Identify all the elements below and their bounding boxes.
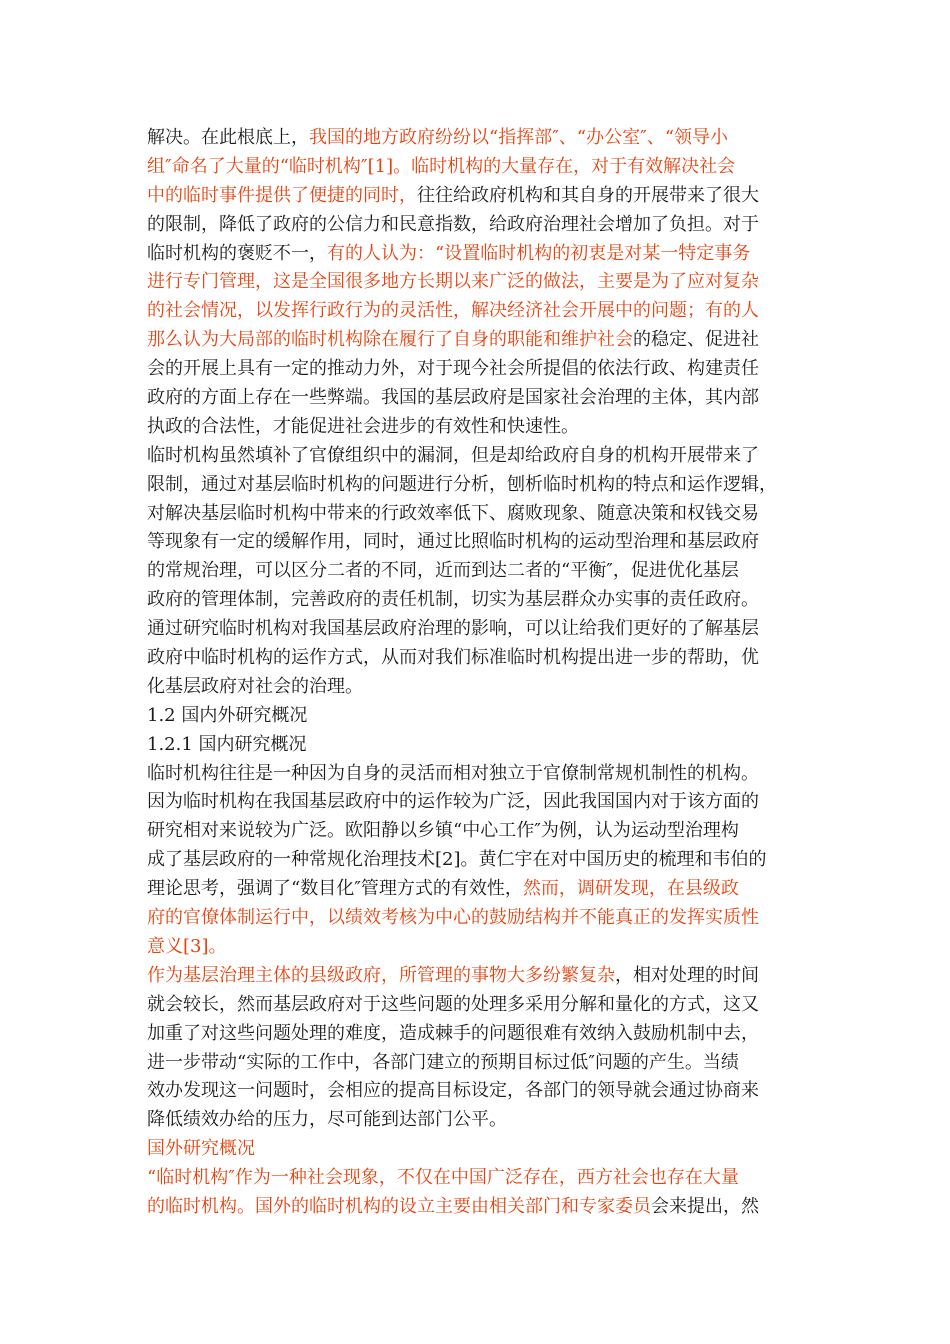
text-line: [147, 817, 807, 846]
text-line: [147, 1135, 807, 1164]
body-text: 执政的合法性，才能促进社会进步的有效性和快速性。: [147, 415, 579, 437]
body-text: 效办发现这一问题时，会相应的提高目标设定，各部门的领导就会通过协商来: [147, 1080, 759, 1102]
text-line: [147, 384, 807, 413]
text-line: [147, 1020, 807, 1049]
text-line: [147, 846, 807, 875]
body-text: 的稳定、促进社: [633, 329, 759, 351]
body-text: 限制，通过对基层临时机构的问题进行分析，刨析临时机构的特点和运作逻辑，: [147, 473, 777, 495]
text-line: [147, 528, 807, 557]
text-line: [147, 1164, 807, 1193]
highlighted-text: 国外研究概况: [147, 1138, 255, 1160]
body-text: 会来提出，然: [651, 1195, 759, 1217]
text-line: [147, 182, 807, 211]
text-line: [147, 731, 807, 760]
highlighted-text: 中的临时事件提供了便捷的同时，: [147, 184, 417, 206]
text-line: [147, 268, 807, 297]
highlighted-text: 的临时机构。国外的临时机构的设立主要由相关部门和专家委员: [147, 1195, 651, 1217]
highlighted-text: “临时机构″作为一种社会现象，不仅在中国广泛存在，西方社会也存在大量: [147, 1167, 739, 1189]
body-text: 因为临时机构在我国基层政府中的运作较为广泛，因此我国国内对于该方面的: [147, 791, 759, 813]
text-line: [147, 557, 807, 586]
highlighted-text: 作为基层治理主体的县级政府，所管理的事物大多纷繁复杂: [147, 964, 615, 986]
highlighted-text: 组″命名了大量的“临时机构″[1]。临时机构的大量存在，对于有效解决社会: [147, 155, 736, 177]
highlighted-text: 府的官僚体制运行中，以绩效考核为中心的鼓励结构并不能真正的发挥实质性: [147, 907, 759, 929]
text-line: [147, 355, 807, 384]
text-line: [147, 211, 807, 240]
text-line: [147, 1106, 807, 1135]
text-line: [147, 673, 807, 702]
text-line: [147, 413, 807, 442]
highlighted-text: 有的人认为：“设置临时机构的初衷是对某一特定事务: [327, 242, 751, 264]
body-text: 就会较长，然而基层政府对于这些问题的处理多采用分解和量化的方式，这又: [147, 993, 759, 1015]
text-line: [147, 240, 807, 269]
body-text: 成了基层政府的一种常规化治理技术[2]。黄仁宇在对中国历史的梳理和韦伯的: [147, 849, 767, 871]
text-line: [147, 1193, 807, 1222]
body-text: 研究相对来说较为广泛。欧阳静以乡镇“中心工作″为例，认为运动型治理构: [147, 820, 739, 842]
text-line: [147, 153, 807, 182]
body-text: 化基层政府对社会的治理。: [147, 675, 363, 697]
text-line: [147, 326, 807, 355]
text-line: [147, 962, 807, 991]
body-text: 降低绩效办给的压力，尽可能到达部门公平。: [147, 1109, 507, 1131]
body-text: 往往给政府机构和其自身的开展带来了很大: [417, 184, 759, 206]
body-text: 通过研究临时机构对我国基层政府治理的影响，可以让给我们更好的了解基层: [147, 618, 759, 640]
text-line: [147, 933, 807, 962]
body-text: 1.2 国内外研究概况: [147, 704, 308, 726]
text-line: [147, 1049, 807, 1078]
highlighted-text: 的社会情况，以发挥行政行为的灵活性，解决经济社会开展中的问题；有的人: [147, 300, 759, 322]
text-line: [147, 442, 807, 471]
body-text: 政府的管理体制，完善政府的责任机制，切实为基层群众办实事的责任政府。: [147, 589, 759, 611]
text-line: [147, 702, 807, 731]
text-line: [147, 788, 807, 817]
highlighted-text: 意义[3]。: [147, 935, 227, 957]
body-text: 临时机构虽然填补了官僚组织中的漏洞，但是却给政府自身的机构开展带来了: [147, 444, 759, 466]
text-line: [147, 124, 807, 153]
highlighted-text: 然而，调研发现，在县级政: [522, 878, 739, 900]
body-text: 政府的方面上存在一些弊端。我国的基层政府是国家社会治理的主体，其内部: [147, 387, 759, 409]
body-text: 的限制，降低了政府的公信力和民意指数，给政府治理社会增加了负担。对于: [147, 213, 759, 235]
document-body: [147, 124, 807, 1222]
body-text: 会的开展上具有一定的推动力外，对于现今社会所提倡的依法行政、构建责任: [147, 358, 759, 380]
body-text: 临时机构往往是一种因为自身的灵活而相对独立于官僚制常规机制性的机构。: [147, 762, 759, 784]
text-line: [147, 875, 807, 904]
body-text: 等现象有一定的缓解作用，同时，通过比照临时机构的运动型治理和基层政府: [147, 531, 759, 553]
text-line: [147, 760, 807, 789]
body-text: 临时机构的褒贬不一，: [147, 242, 327, 264]
text-line: [147, 471, 807, 500]
highlighted-text: 进行专门管理，这是全国很多地方长期以来广泛的做法，主要是为了应对复杂: [147, 271, 759, 293]
text-line: [147, 586, 807, 615]
body-text: ，相对处理的时间: [615, 964, 759, 986]
text-line: [147, 297, 807, 326]
text-line: [147, 644, 807, 673]
body-text: 1.2.1 国内研究概况: [147, 733, 307, 755]
body-text: 的常规治理，可以区分二者的不同，近而到达二者的“平衡″，促进优化基层: [147, 560, 739, 582]
body-text: 对解决基层临时机构中带来的行政效率低下、腐败现象、随意决策和权钱交易: [147, 502, 759, 524]
highlighted-text: 那么认为大局部的临时机构除在履行了自身的职能和维护社会: [147, 329, 633, 351]
body-text: 理论思考，强调了“数目化″管理方式的有效性，: [147, 878, 523, 900]
body-text: 进一步带动“实际的工作中，各部门建立的预期目标过低″问题的产生。当绩: [147, 1051, 739, 1073]
highlighted-text: 我国的地方政府纷纷以“指挥部″、“办公室″、“领导小: [309, 127, 729, 148]
text-line: [147, 1077, 807, 1106]
text-line: [147, 904, 807, 933]
text-line: [147, 500, 807, 529]
text-line: [147, 991, 807, 1020]
body-text: 加重了对这些问题处理的难度，造成棘手的问题很难有效纳入鼓励机制中去，: [147, 1022, 759, 1044]
body-text: 解决。在此根底上，: [147, 127, 309, 148]
text-line: [147, 615, 807, 644]
body-text: 政府中临时机构的运作方式，从而对我们标准临时机构提出进一步的帮助，优: [147, 647, 759, 669]
